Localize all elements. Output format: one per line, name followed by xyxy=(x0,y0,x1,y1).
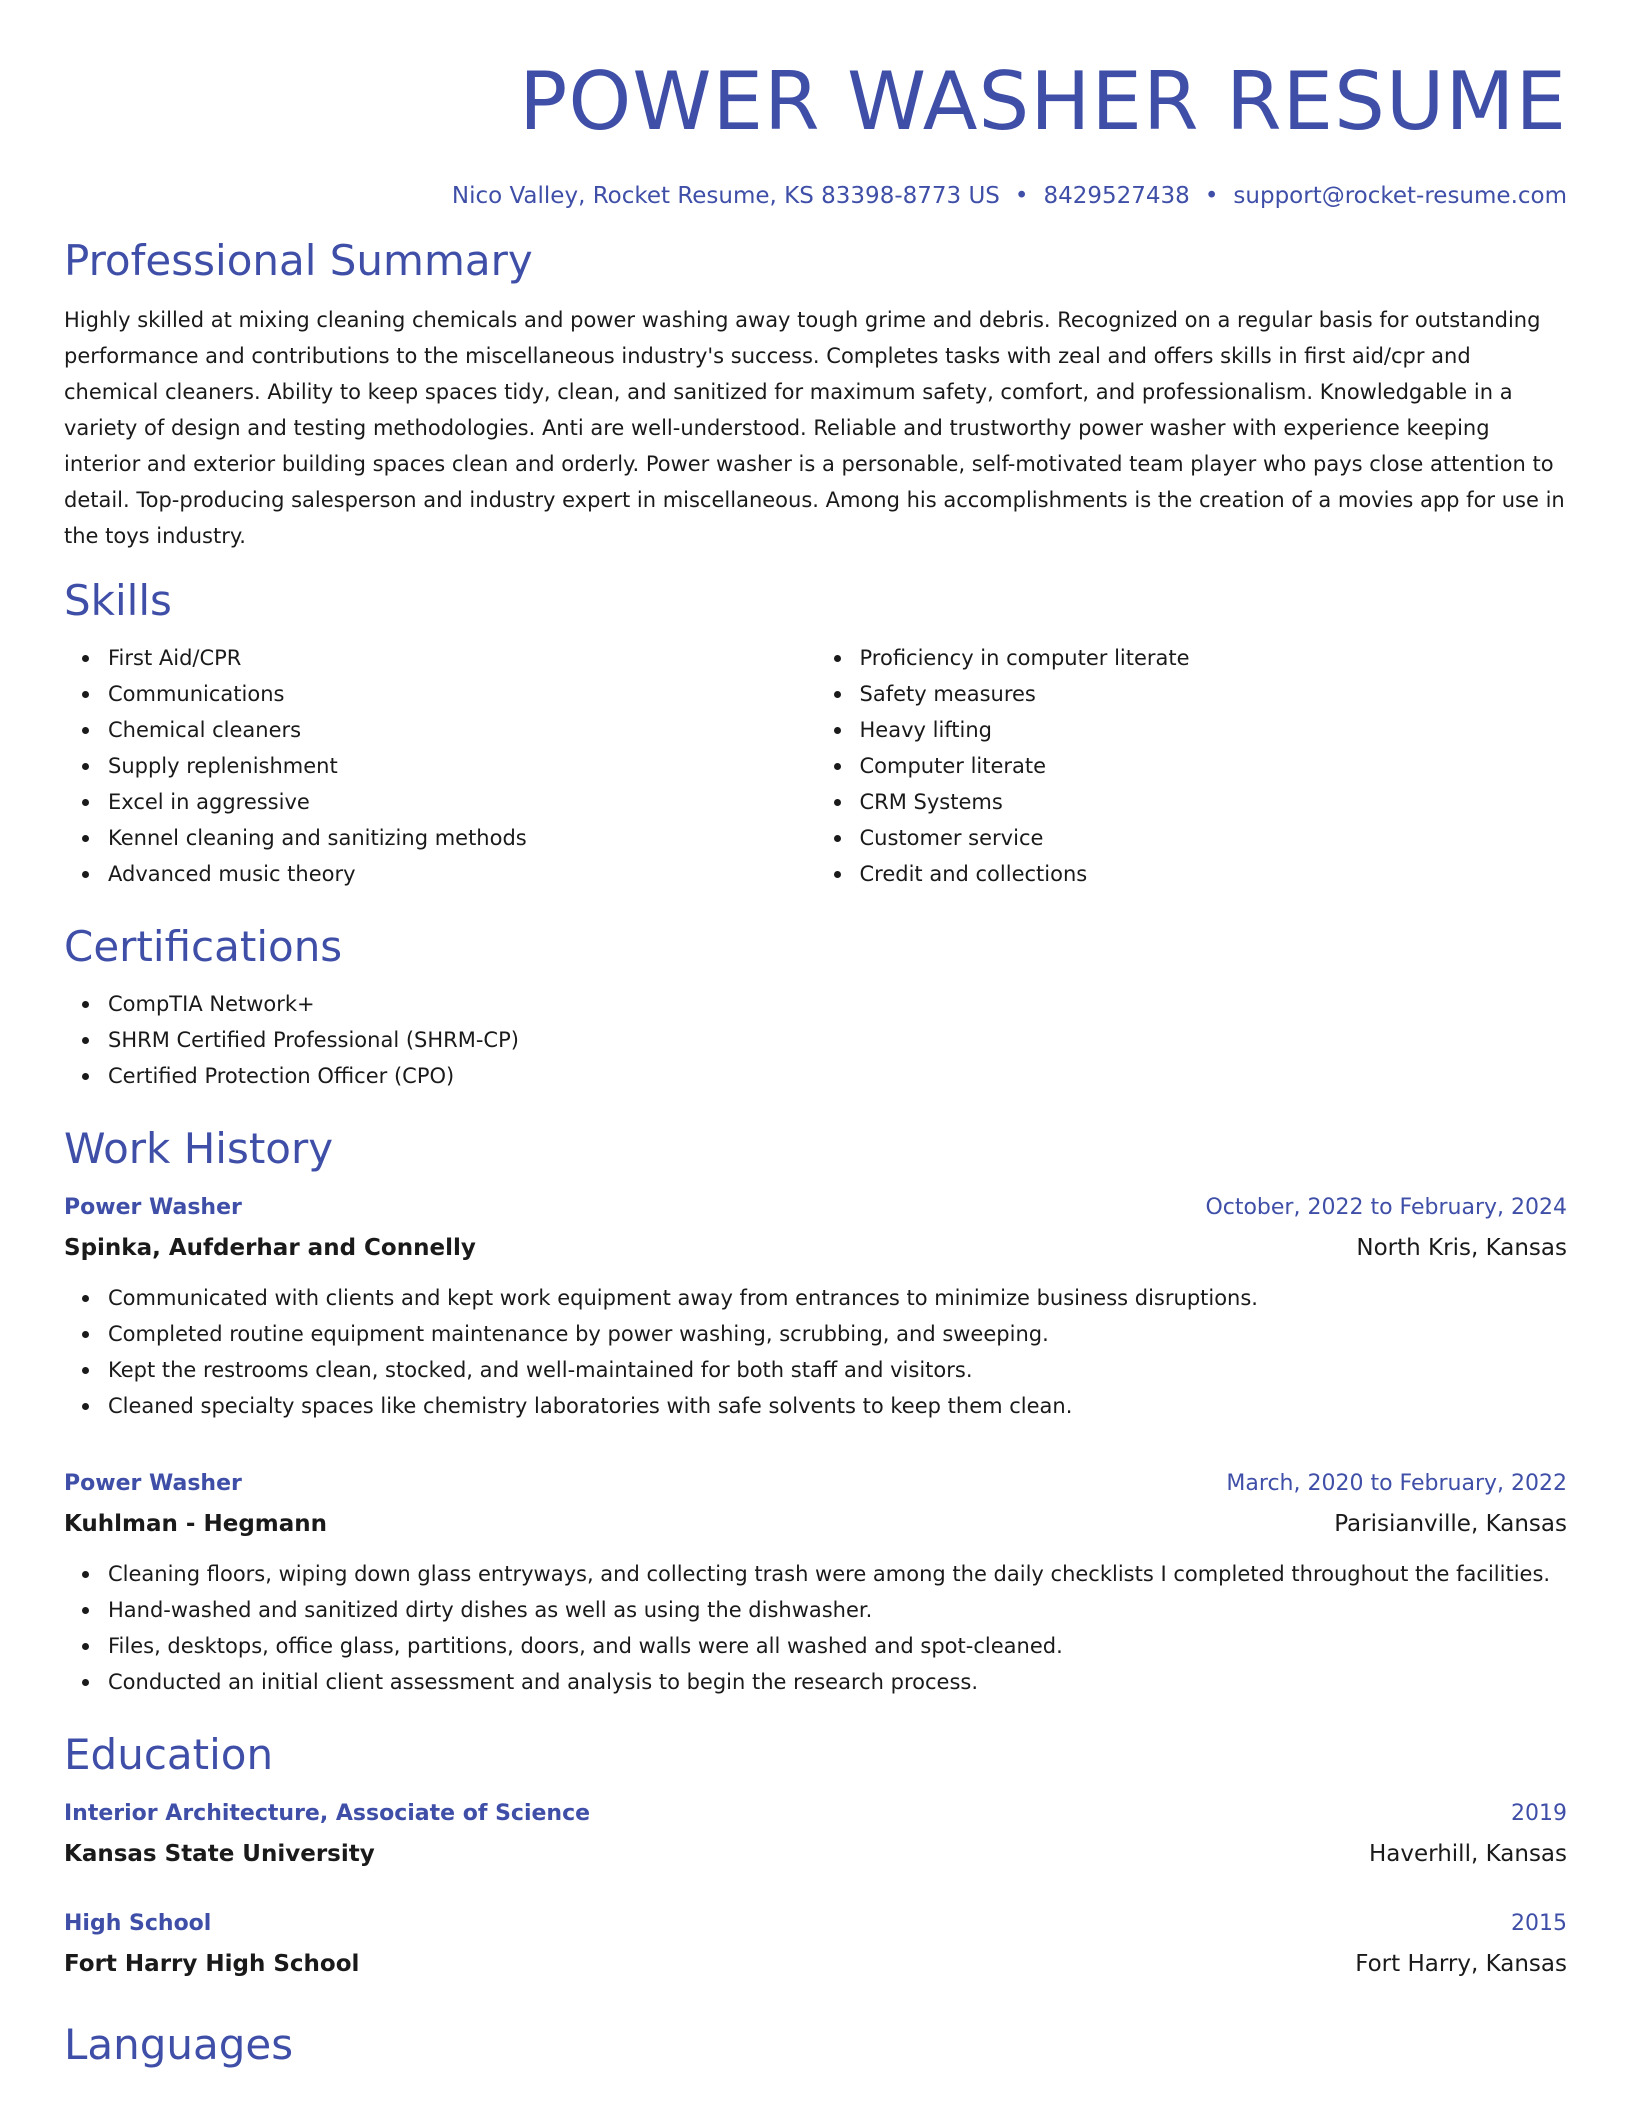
contact-line xyxy=(64,180,1567,212)
skill-item: Chemical cleaners xyxy=(108,712,816,748)
skill-item: First Aid/CPR xyxy=(108,640,816,676)
skills-list-right xyxy=(816,640,1568,892)
job-duty: Files, desktops, office glass, partitions, doors, and walls were all washed and spot-cleaned. xyxy=(108,1628,1567,1664)
certifications-section xyxy=(64,922,1567,1094)
job-duty: Conducted an initial client assessment and analysis to begin the research process. xyxy=(108,1664,1567,1700)
job-dates: October, 2022 to February, 2024 xyxy=(1205,1195,1567,1220)
job-location: Parisianville, Kansas xyxy=(1334,1511,1567,1537)
education-school: Fort Harry High School xyxy=(64,1951,360,1977)
job-title-row xyxy=(64,1464,1567,1504)
separator-dot: • xyxy=(1014,183,1029,209)
summary-section xyxy=(64,236,1567,554)
languages-section xyxy=(64,2020,1567,2070)
skill-item: Credit and collections xyxy=(860,856,1568,892)
skills-heading: Skills xyxy=(64,576,172,625)
job-company-row xyxy=(64,1504,1567,1544)
job-duty: Kept the restrooms clean, stocked, and well-maintained for both staff and visitors. xyxy=(108,1352,1567,1388)
skills-section xyxy=(64,576,1567,892)
work-history-heading: Work History xyxy=(64,1124,334,1173)
skill-item: Kennel cleaning and sanitizing methods xyxy=(108,820,816,856)
education-location: Fort Harry, Kansas xyxy=(1355,1951,1567,1977)
skills-list-left xyxy=(64,640,816,892)
education-location: Haverhill, Kansas xyxy=(1369,1841,1567,1867)
job-entry xyxy=(64,1464,1567,1700)
job-duty: Communicated with clients and kept work equipment away from entrances to minimize business disruptions. xyxy=(108,1280,1567,1316)
education-school-row xyxy=(64,1834,1567,1874)
contact-address: Nico Valley, Rocket Resume, KS 83398-8773 US xyxy=(451,183,1000,209)
job-title: Power Washer xyxy=(64,1195,242,1220)
job-duty: Completed routine equipment maintenance by power washing, scrubbing, and sweeping. xyxy=(108,1316,1567,1352)
skill-item: Communications xyxy=(108,676,816,712)
job-company-row xyxy=(64,1228,1567,1268)
certification-item: CompTIA Network+ xyxy=(108,986,1567,1022)
summary-heading: Professional Summary xyxy=(64,236,533,285)
separator-dot: • xyxy=(1204,183,1219,209)
contact-email: support@rocket-resume.com xyxy=(1233,183,1567,209)
education-school-row xyxy=(64,1944,1567,1984)
skill-item: Proficiency in computer literate xyxy=(860,640,1568,676)
education-school: Kansas State University xyxy=(64,1841,375,1867)
resume-title: POWER WASHER RESUME xyxy=(519,55,1567,148)
job-duty: Hand-washed and sanitized dirty dishes as well as using the dishwasher. xyxy=(108,1592,1567,1628)
skill-item: Excel in aggressive xyxy=(108,784,816,820)
education-degree-row xyxy=(64,1794,1567,1834)
certifications-list xyxy=(64,986,1567,1094)
skill-item: Customer service xyxy=(860,820,1568,856)
education-year: 2015 xyxy=(1511,1911,1567,1936)
summary-text: Highly skilled at mixing cleaning chemicals and power washing away tough grime and debris. Recognized on a regular basis for outstanding performance and contributions to the miscellaneous industry's success. Completes tasks with zeal and offers skills in first aid/cpr and chemical cleaners. Ability to keep spaces tidy, clean, and sanitized for maximum safety, comfort, and professionalism. Knowledgable in a variety of design and testing methodologies. Anti are well-understood. Reliable and trustworthy power washer with experience keeping interior and exterior building spaces clean and orderly. Power washer is a personable, self-motivated team player who pays close attention to detail. Top-producing salesperson and industry expert in miscellaneous. Among his accomplishments is the creation of a movies app for use in the toys industry. xyxy=(64,308,1565,548)
skill-item: Supply replenishment xyxy=(108,748,816,784)
education-degree: High School xyxy=(64,1911,212,1936)
work-history-section xyxy=(64,1124,1567,1700)
job-duty: Cleaning floors, wiping down glass entryways, and collecting trash were among the daily checklists I completed throughout the facilities. xyxy=(108,1556,1567,1592)
skill-item: Advanced music theory xyxy=(108,856,816,892)
skill-item: CRM Systems xyxy=(860,784,1568,820)
education-heading: Education xyxy=(64,1730,274,1779)
skill-item: Heavy lifting xyxy=(860,712,1568,748)
job-duties-list xyxy=(64,1280,1567,1424)
skill-item: Safety measures xyxy=(860,676,1568,712)
resume-page xyxy=(64,0,1567,2070)
education-degree: Interior Architecture, Associate of Science xyxy=(64,1801,591,1826)
job-duties-list xyxy=(64,1556,1567,1700)
certifications-heading: Certifications xyxy=(64,922,343,971)
job-entry xyxy=(64,1188,1567,1424)
job-dates: March, 2020 to February, 2022 xyxy=(1226,1471,1567,1496)
job-company: Spinka, Aufderhar and Connelly xyxy=(64,1235,476,1261)
job-duty: Cleaned specialty spaces like chemistry laboratories with safe solvents to keep them clean. xyxy=(108,1388,1567,1424)
job-company: Kuhlman - Hegmann xyxy=(64,1511,328,1537)
job-title: Power Washer xyxy=(64,1471,242,1496)
education-entry xyxy=(64,1794,1567,1874)
contact-phone: 8429527438 xyxy=(1043,183,1190,209)
education-year: 2019 xyxy=(1511,1801,1567,1826)
languages-heading: Languages xyxy=(64,2020,294,2069)
education-section xyxy=(64,1730,1567,1984)
education-degree-row xyxy=(64,1904,1567,1944)
job-title-row xyxy=(64,1188,1567,1228)
skill-item: Computer literate xyxy=(860,748,1568,784)
education-entry xyxy=(64,1904,1567,1984)
job-location: North Kris, Kansas xyxy=(1356,1235,1567,1261)
skills-grid xyxy=(64,640,1567,892)
certification-item: SHRM Certified Professional (SHRM-CP) xyxy=(108,1022,1567,1058)
certification-item: Certified Protection Officer (CPO) xyxy=(108,1058,1567,1094)
